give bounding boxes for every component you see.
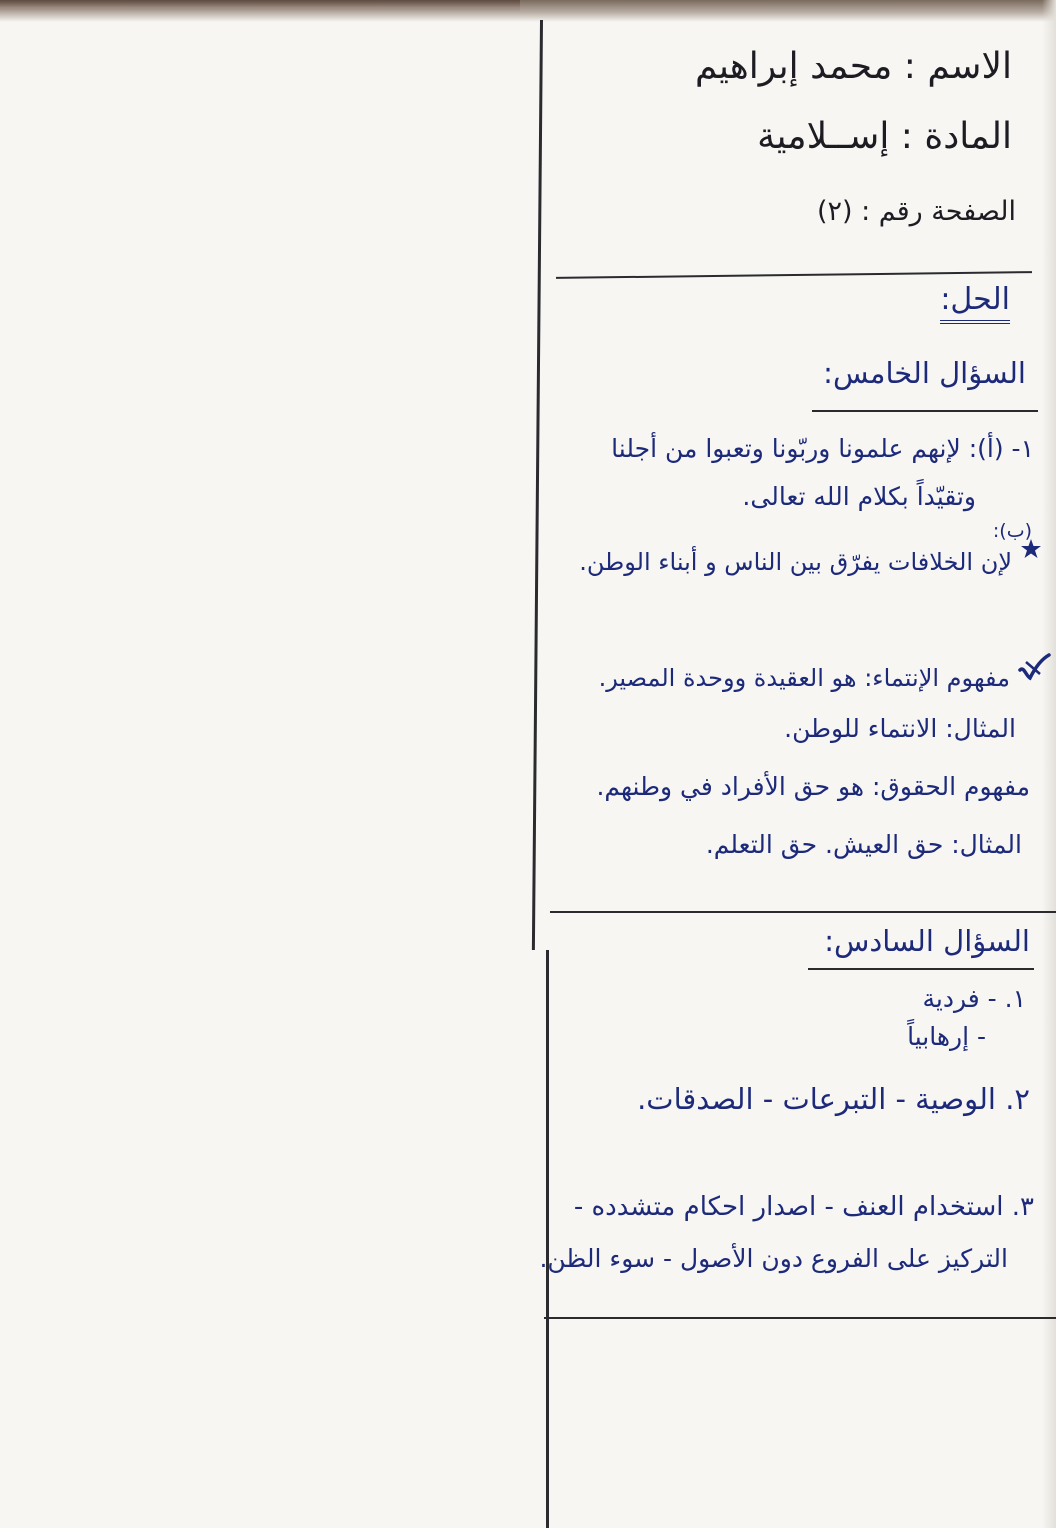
header-divider <box>556 271 1032 279</box>
q6-item3-line1: ٣. استخدام العنف - اصدار احكام متشدده - <box>573 1192 1034 1222</box>
rights-definition: مفهوم الحقوق: هو حق الأفراد في وطنهم. <box>596 772 1030 801</box>
solution-heading: الحل: <box>940 282 1010 317</box>
page-right-edge <box>1042 0 1056 1528</box>
belonging-example: المثال: الانتماء للوطن. <box>784 714 1016 743</box>
q5-item1-b-label: (ب): <box>992 520 1032 542</box>
q5-title: السؤال الخامس: <box>823 356 1026 390</box>
q6-title-underline <box>808 968 1034 970</box>
page-number: الصفحة رقم : (٢) <box>816 196 1016 227</box>
q6-item3-line2: التركيز على الفروع دون الأصول - سوء الظن. <box>539 1244 1008 1273</box>
q6-item2: ٢. الوصية - التبرعات - الصدقات. <box>637 1082 1030 1116</box>
star-mark-icon <box>1020 538 1042 560</box>
q5-item1-line1: ١- (أ): لإنهم علمونا وربّونا وتعبوا من أجلنا <box>611 434 1034 463</box>
q6-item1-b: - إرهابياً <box>907 1022 986 1051</box>
q6-item1-a: ١. - فردية <box>922 984 1026 1013</box>
belonging-definition: مفهوم الإنتماء: هو العقيدة ووحدة المصير. <box>598 664 1010 692</box>
student-name: الاسم : محمد إبراهيم <box>694 46 1012 87</box>
page-top-shadow-tail <box>0 0 520 12</box>
checkmark-icon <box>1016 652 1052 684</box>
question-divider <box>550 911 1056 913</box>
q5-item1-line2: وتقيّداً بكلام الله تعالى. <box>742 482 976 511</box>
q5-item1-b-line: لإن الخلافات يفرّق بين الناس و أبناء الوطن. <box>579 548 1012 576</box>
left-border-lower <box>546 950 549 1528</box>
bottom-divider <box>544 1317 1056 1319</box>
q5-title-underline <box>812 410 1038 412</box>
left-border-upper <box>532 20 543 950</box>
subject-name: المادة : إســلامية <box>757 116 1012 157</box>
rights-example: المثال: حق العيش. حق التعلم. <box>705 830 1022 859</box>
q6-title: السؤال السادس: <box>824 924 1030 958</box>
